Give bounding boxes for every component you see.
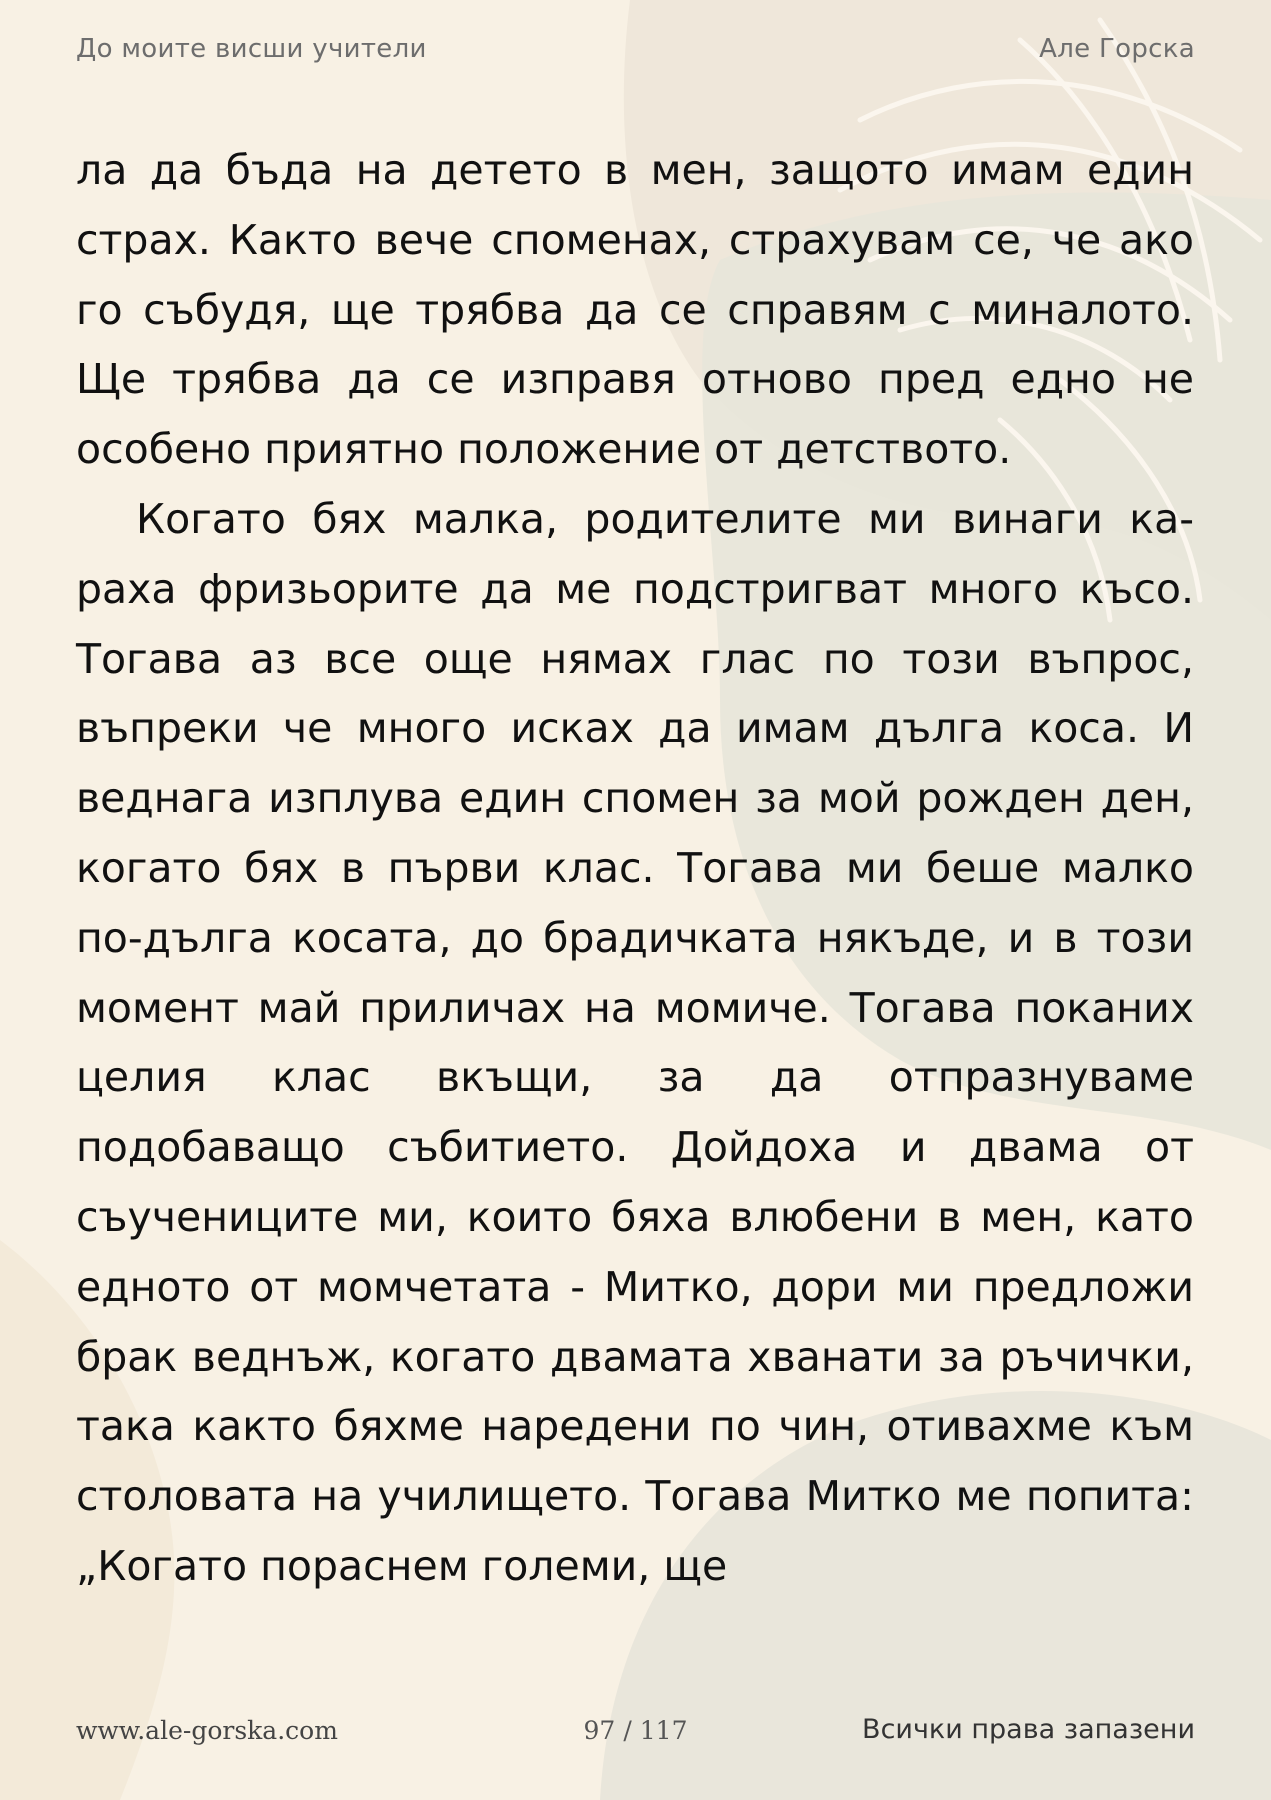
page-current: 97 [583, 1716, 616, 1745]
paragraph-continued: ла да бъда на детето в мен, защото имам един страх. Както вече споменах, страхувам се, че ако го събудя, ще трябва да се справям с миналото. Ще трябва да се изправя отново пред едно не особено приятно положение от детството. [76, 146, 1194, 474]
page-separator: / [623, 1716, 632, 1745]
paragraph: Когато бях малка, родителите ми винаги караха фризьорите да ме подстригват много късо. Тогава аз все още нямах глас по този въпрос, въпреки че много исках да имам дълга коса. И веднага изплува един спомен за мой рожден ден, когато бях в първи клас. Тогава ми беше малко по-дълга косата, до брадичката някъде, и в този момент май приличах на момиче. Тогава поканих целия клас вкъщи, за да отпразнуваме подобаващо събитието. Дойдоха и двама от съучениците ми, които бяха влюбени в мен, като едното от момчетата - Митко, дори ми предложи брак веднъж, когато двамата хванати за ръчички, така както бяхме наредени по чин, отивахме към столовата на училището. Тогава Митко ме попита: „Когато пораснем големи, ще [76, 494, 1194, 1590]
page-body [76, 136, 1194, 1602]
website-link[interactable]: www.ale-gorska.com [76, 1716, 338, 1745]
page-total: 117 [639, 1716, 688, 1745]
copyright-notice: Всички права запазени [862, 1714, 1195, 1745]
book-title: До моите висши учители [76, 34, 427, 64]
author-name: Але Горска [1039, 34, 1195, 64]
